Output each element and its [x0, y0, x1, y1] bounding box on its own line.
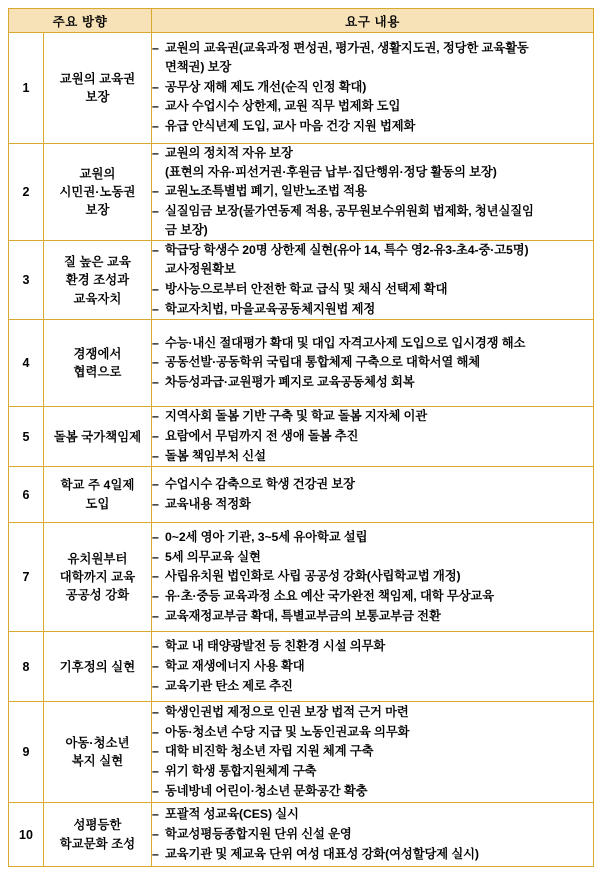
demand-list: [152, 703, 593, 800]
row-number: 10: [9, 803, 44, 867]
demand-item: [152, 475, 593, 494]
row-number: 2: [9, 144, 44, 241]
demand-item: [152, 845, 593, 864]
row-direction: [44, 407, 152, 467]
direction-line: 아동·청소년: [65, 735, 130, 750]
row-content: [152, 803, 594, 867]
direction-line: 복지 실현: [71, 754, 124, 769]
table-row: [9, 523, 594, 632]
education-demands-table: [8, 8, 594, 867]
demand-item: [152, 241, 593, 278]
direction-line: 기후정의 실현: [59, 659, 136, 674]
direction-line: 학교문화 조성: [59, 836, 136, 851]
demand-item: [152, 742, 593, 761]
direction-line: 돌봄 국가책임제: [53, 429, 142, 444]
direction-line: 교원의 교육권: [59, 71, 136, 86]
table-row: [9, 632, 594, 702]
demand-item: [152, 703, 593, 722]
demand-line: – 포괄적 성교육(CES) 실시: [165, 807, 299, 822]
demand-item: [152, 637, 593, 656]
demand-line: – 0~2세 영아 기관, 3~5세 유아학교 설립: [165, 530, 368, 545]
direction-line: 환경 조성과: [65, 273, 130, 288]
row-number: 1: [9, 33, 44, 144]
row-content: [152, 467, 594, 523]
demand-item: [152, 677, 593, 696]
demand-item: [152, 117, 593, 136]
demand-item: [152, 78, 593, 97]
row-number: 4: [9, 320, 44, 407]
demand-list: [152, 637, 593, 695]
demand-line: – 수업시수 감축으로 학생 건강권 보장: [165, 477, 355, 492]
demand-item: [152, 280, 593, 299]
demand-item: [152, 657, 593, 676]
demand-item: [152, 182, 593, 201]
direction-line: 학교 주 4일제: [60, 478, 135, 493]
row-direction: [44, 632, 152, 702]
demand-item: [152, 202, 593, 239]
demand-line: 면책권) 보장: [165, 59, 232, 74]
direction-line: 교원의: [79, 166, 116, 181]
row-direction: [44, 702, 152, 803]
demand-item: [152, 447, 593, 466]
demand-item: [152, 825, 593, 844]
row-content: [152, 523, 594, 632]
direction-line: 도입: [85, 496, 110, 511]
demand-item: [152, 723, 593, 742]
demand-item: [152, 407, 593, 426]
table-row: [9, 33, 594, 144]
row-content: [152, 407, 594, 467]
direction-line: 협력으로: [73, 365, 122, 380]
column-header-content: 요구 내용: [152, 9, 594, 33]
demand-line: – 유·초·중등 교육과정 소요 예산 국가완전 책임제, 대학 무상교육: [165, 589, 494, 604]
direction-line: 보장: [85, 90, 110, 104]
row-number: 3: [9, 241, 44, 320]
demand-line: – 공무상 재해 제도 개선(순직 인정 확대): [165, 79, 367, 94]
direction-line: 교육자치: [73, 291, 122, 306]
demand-line: – 돌봄 책임부처 신설: [165, 448, 266, 463]
row-number: 8: [9, 632, 44, 702]
demand-item: [152, 373, 593, 392]
row-content: [152, 632, 594, 702]
demand-item: [152, 548, 593, 567]
demand-line: 교사정원확보: [165, 262, 236, 277]
row-number: 5: [9, 407, 44, 467]
direction-line: 대학까지 교육: [59, 570, 136, 585]
table-body: [9, 33, 594, 867]
row-content: [152, 320, 594, 407]
demand-list: [152, 528, 593, 625]
direction-line: 유치원부터: [67, 551, 128, 566]
demand-line: – 학교성평등종합지원 단위 신설 운영: [165, 826, 352, 841]
demand-line: 금 보장): [165, 222, 208, 237]
row-content: [152, 33, 594, 144]
direction-line: 질 높은 교육: [64, 254, 131, 269]
demand-list: [152, 475, 593, 513]
demand-line: – 교원의 교육권(교육과정 편성권, 평가권, 생활지도권, 정당한 교육활동: [165, 41, 529, 56]
demand-item: [152, 762, 593, 781]
demand-item: [152, 334, 593, 353]
demand-list: [152, 39, 593, 135]
direction-line: 보장: [85, 203, 110, 218]
demand-line: – 수능·내신 절대평가 확대 및 대입 자격고사제 도입으로 입시경쟁 해소: [165, 335, 526, 350]
demand-list: [152, 334, 593, 392]
demand-line: – 교원노조특별법 폐기, 일반노조법 적용: [165, 184, 367, 199]
table-row: [9, 144, 594, 241]
direction-line: 성평등한: [73, 818, 122, 833]
row-direction: [44, 467, 152, 523]
row-content: [152, 702, 594, 803]
row-number: 9: [9, 702, 44, 803]
demand-line: – 교육재정교부금 확대, 특별교부금의 보통교부금 전환: [165, 608, 441, 623]
demand-line: – 교육기관 탄소 제로 추진: [165, 678, 293, 693]
column-header-direction: 주요 방향: [9, 9, 152, 33]
demand-item: [152, 427, 593, 446]
direction-line: 시민권·노동권: [59, 185, 136, 199]
demand-item: [152, 587, 593, 606]
demand-line: – 교육내용 적정화: [165, 496, 251, 511]
row-direction: [44, 523, 152, 632]
demand-line: – 학급당 학생수 20명 상한제 실현(유아 14, 특수 영2-유3-초4-중·고5명): [165, 243, 529, 258]
demand-item: [152, 39, 593, 76]
direction-line: 경쟁에서: [73, 346, 122, 361]
table-row: [9, 407, 594, 467]
demand-line: – 5세 의무교육 실현: [165, 549, 261, 564]
demand-line: – 요람에서 무덤까지 전 생애 돌봄 추진: [165, 428, 359, 443]
row-content: [152, 241, 594, 320]
demand-line: (표현의 자유·피선거권·후원금 납부·집단행위·정당 활동의 보장): [165, 164, 497, 179]
demand-line: – 대학 비진학 청소년 자립 지원 체계 구축: [165, 744, 374, 759]
demand-item: [152, 607, 593, 626]
demand-line: – 교원의 정치적 자유 보장: [165, 146, 293, 160]
demand-line: – 교사 수업시수 상한제, 교원 직무 법제화 도입: [165, 99, 401, 114]
demand-item: [152, 144, 593, 181]
demand-line: – 아동·청소년 수당 지급 및 노동인권교육 의무화: [165, 724, 410, 739]
demand-item: [152, 782, 593, 801]
table-header: [9, 9, 594, 33]
demand-list: [152, 805, 593, 863]
row-number: 7: [9, 523, 44, 632]
demand-list: [152, 144, 593, 239]
demand-item: [152, 567, 593, 586]
demand-item: [152, 805, 593, 824]
demand-line: – 지역사회 돌봄 기반 구축 및 학교 돌봄 지자체 이관: [165, 409, 428, 424]
row-content: [152, 144, 594, 241]
demand-line: – 학교 내 태양광발전 등 친환경 시설 의무화: [165, 639, 386, 654]
table-row: [9, 702, 594, 803]
demand-list: [152, 407, 593, 465]
demand-line: – 차등성과급·교원평가 폐지로 교육공동체성 회복: [165, 375, 415, 390]
demand-line: – 학교 재생에너지 사용 확대: [165, 658, 305, 673]
row-direction: [44, 144, 152, 241]
row-direction: [44, 803, 152, 867]
demand-item: [152, 97, 593, 116]
table-row: [9, 241, 594, 320]
demand-line: – 사립유치원 법인화로 사립 공공성 강화(사립학교법 개정): [165, 569, 461, 584]
demand-list: [152, 241, 593, 318]
demand-line: – 위기 학생 통합지원체계 구축: [165, 764, 317, 779]
header-row: [9, 9, 594, 33]
row-direction: [44, 33, 152, 144]
demand-line: – 실질임금 보장(물가연동제 적용, 공무원보수위원회 법제화, 청년실질임: [165, 204, 534, 219]
row-direction: [44, 241, 152, 320]
table-row: [9, 467, 594, 523]
row-direction: [44, 320, 152, 407]
table-row: [9, 320, 594, 407]
row-number: 6: [9, 467, 44, 523]
table-row: [9, 803, 594, 867]
direction-line: 공공성 강화: [65, 588, 130, 603]
demand-line: – 교육기관 및 제교육 단위 여성 대표성 강화(여성할당제 실시): [165, 846, 479, 861]
demand-line: – 공동선발·공동학위 국립대 통합체제 구축으로 대학서열 해체: [165, 355, 481, 370]
demand-line: – 유급 안식년제 도입, 교사 마음 건강 지원 법제화: [165, 119, 416, 134]
demand-line: – 동네방네 어린이·청소년 문화공간 확충: [165, 783, 368, 798]
demand-line: – 학교자치법, 마을교육공동체지원법 제정: [165, 301, 376, 316]
demand-item: [152, 495, 593, 514]
demand-item: [152, 353, 593, 372]
demand-line: – 학생인권법 제정으로 인권 보장 법적 근거 마련: [165, 705, 409, 720]
demand-item: [152, 528, 593, 547]
demand-item: [152, 300, 593, 319]
demand-line: – 방사능으로부터 안전한 학교 급식 및 채식 선택제 확대: [165, 281, 448, 296]
